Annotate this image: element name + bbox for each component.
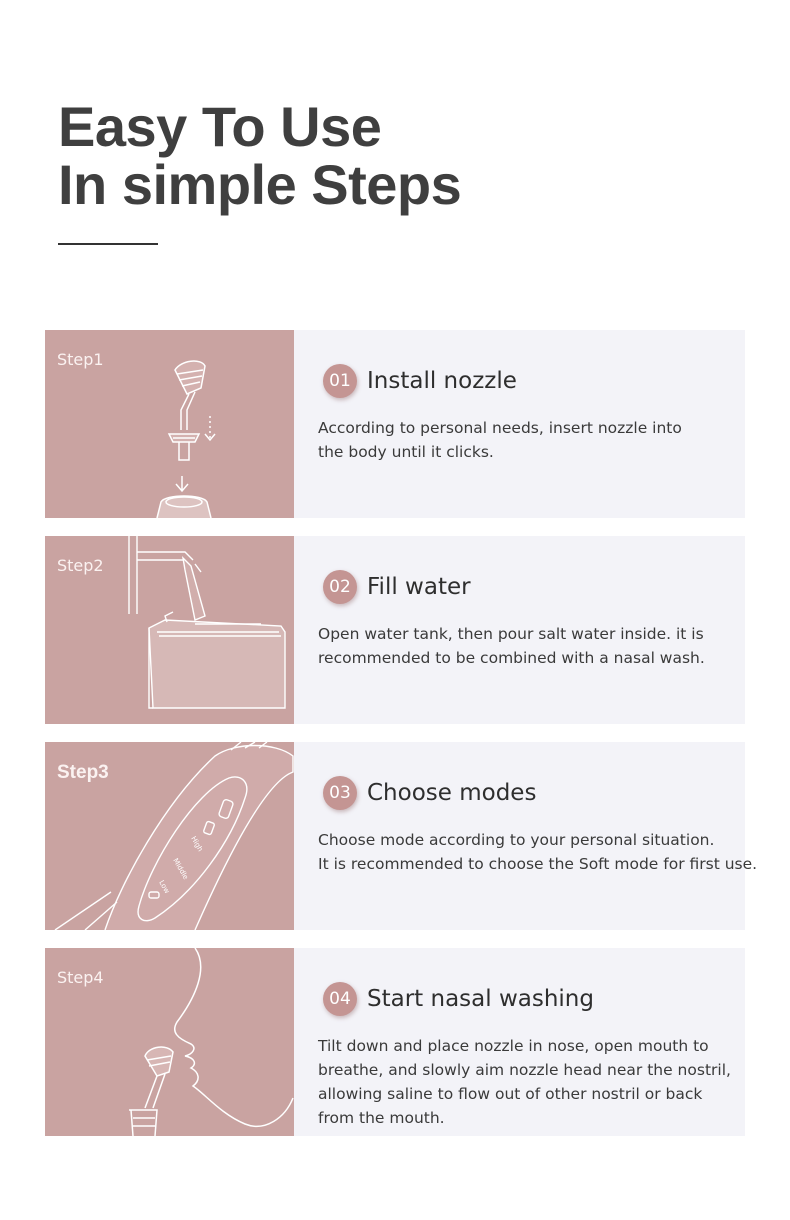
step-1-header (323, 364, 517, 398)
step-number-badge: 01 (323, 364, 357, 398)
description-line: Choose mode according to your personal situation. (318, 831, 715, 849)
step-2-illustration (45, 536, 294, 724)
mode-label-middle: Middle (171, 857, 190, 882)
description-line: the body until it clicks. (318, 443, 494, 461)
step-heading: Start nasal washing (367, 986, 594, 1012)
step-2-header (323, 570, 471, 604)
step-heading: Fill water (367, 574, 471, 600)
step-description (318, 828, 758, 876)
description-line: Open water tank, then pour salt water inside. it is (318, 625, 704, 643)
step-number-badge: 03 (323, 776, 357, 810)
description-line: Tilt down and place nozzle in nose, open mouth to (318, 1037, 709, 1055)
step-heading: Choose modes (367, 780, 537, 806)
step-4-header (323, 982, 594, 1016)
description-line: allowing saline to flow out of other nostril or back (318, 1085, 703, 1103)
step-1-illustration (45, 330, 294, 518)
step-card-3 (45, 742, 758, 930)
step-number-badge: 02 (323, 570, 357, 604)
step-number-badge: 04 (323, 982, 357, 1016)
description-line: According to personal needs, insert nozzle into (318, 419, 682, 437)
description-line: It is recommended to choose the Soft mode for first use. (318, 855, 758, 873)
step-label: Step4 (57, 968, 104, 987)
page-title (58, 95, 462, 216)
mode-label-low: Low (157, 879, 172, 895)
step-card-2 (45, 536, 745, 724)
step-description (318, 1034, 743, 1130)
step-label: Step2 (57, 556, 104, 575)
step-card-4 (45, 948, 745, 1136)
step-label: Step3 (57, 762, 109, 783)
step-3-header (323, 776, 536, 810)
step-3-illustration (45, 742, 294, 930)
step-description (318, 622, 743, 670)
description-line: from the mouth. (318, 1109, 445, 1127)
description-line: breathe, and slowly aim nozzle head near the nostril, (318, 1061, 731, 1079)
title-line-2: In simple Steps (58, 153, 462, 216)
mode-label-high: High (189, 835, 205, 853)
description-line: recommended to be combined with a nasal wash. (318, 649, 705, 667)
step-card-1 (45, 330, 745, 518)
step-label: Step1 (57, 350, 104, 369)
title-line-1: Easy To Use (58, 95, 382, 158)
step-heading: Install nozzle (367, 368, 517, 394)
step-4-illustration (45, 948, 294, 1136)
step-description (318, 416, 743, 464)
title-underline (58, 243, 158, 245)
